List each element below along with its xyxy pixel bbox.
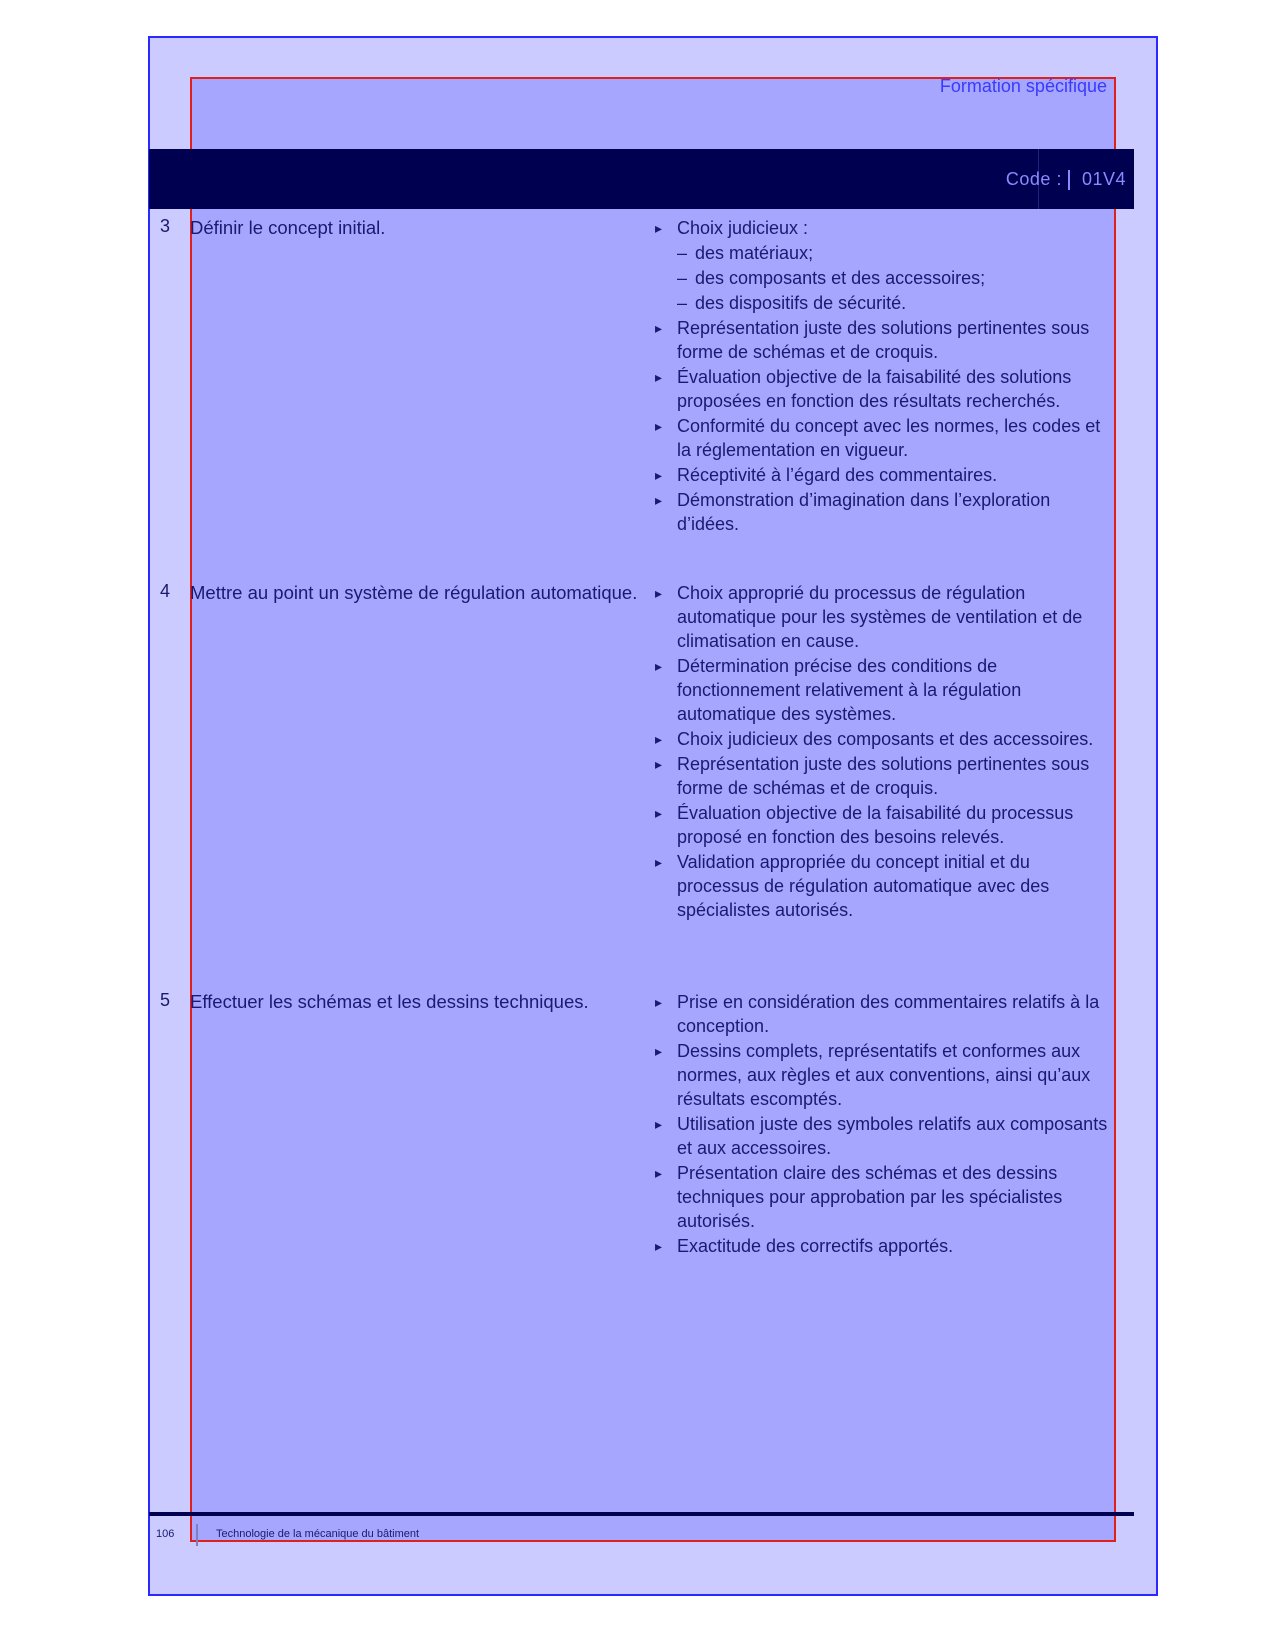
criterion-item: ▸ Évaluation objective de la faisabilité des solutions proposées en fonction des résultats recherchés. <box>655 367 1072 411</box>
criterion-item: ▸ Choix approprié du processus de régulation automatique pour les systèmes de ventilation et de climatisation en cause. <box>655 583 1083 651</box>
dash-icon: – <box>677 293 688 313</box>
bullet-icon: ▸ <box>655 994 663 1010</box>
row-title: Effectuer les schémas et les dessins techniques. <box>190 991 589 1012</box>
bullet-icon: ▸ <box>655 220 663 236</box>
bullet-icon: ▸ <box>655 756 663 772</box>
criterion-item: ▸ Évaluation objective de la faisabilité du processus proposé en fonction des besoins relevés. <box>655 803 1074 847</box>
criterion-item: ▸ Démonstration d’imagination dans l’exploration d’idées. <box>655 490 1051 534</box>
bullet-icon: ▸ <box>655 805 663 821</box>
criterion-item: ▸ Exactitude des correctifs apportés. <box>655 1236 954 1256</box>
bullet-icon: ▸ <box>655 369 663 385</box>
code-separator <box>1068 170 1070 190</box>
bullet-icon: ▸ <box>655 854 663 870</box>
criterion-item: ▸ Présentation claire des schémas et des dessins techniques pour approbation par les spécialistes autorisés. <box>655 1163 1063 1231</box>
bullet-icon: ▸ <box>655 1116 663 1132</box>
criterion-item: ▸ Représentation juste des solutions pertinentes sous forme de schémas et de croquis. <box>655 318 1090 362</box>
dash-icon: – <box>677 268 688 288</box>
criteria-list <box>655 581 1115 923</box>
criterion-subitem: – des dispositifs de sécurité. <box>677 293 907 313</box>
bullet-icon: ▸ <box>655 731 663 747</box>
row-number: 5 <box>160 990 171 1010</box>
bullet-icon: ▸ <box>655 1238 663 1254</box>
criterion-item: ▸ Utilisation juste des symboles relatifs aux composants et aux accessoires. <box>655 1114 1108 1158</box>
bullet-icon: ▸ <box>655 1165 663 1181</box>
criterion-item: ▸ Prise en considération des commentaires relatifs à la conception. <box>655 992 1100 1036</box>
criterion-item: ▸ Réceptivité à l’égard des commentaires. <box>655 465 998 485</box>
criterion-item: ▸ Conformité du concept avec les normes, les codes et la réglementation en vigueur. <box>655 416 1101 460</box>
bullet-icon: ▸ <box>655 658 663 674</box>
criterion-item: ▸ Détermination précise des conditions de fonctionnement relativement à la régulation automatique des systèmes. <box>655 656 1022 724</box>
criteria-list <box>655 216 1115 537</box>
bullet-icon: ▸ <box>655 320 663 336</box>
criterion-item: ▸ Dessins complets, représentatifs et conformes aux normes, aux règles et aux conventions, ainsi qu’aux résultats escomptés. <box>655 1041 1091 1109</box>
section-label: Formation spécifique <box>939 76 1107 96</box>
bullet-icon: ▸ <box>655 418 663 434</box>
criterion-item: ▸ Choix judicieux : <box>655 218 809 238</box>
criterion-item: ▸ Validation appropriée du concept initial et du processus de régulation automatique avec des spécialistes autorisés. <box>655 852 1050 920</box>
criterion-item: ▸ Choix judicieux des composants et des accessoires. <box>655 729 1094 749</box>
bullet-icon: ▸ <box>655 467 663 483</box>
criterion-subitem: – des matériaux; <box>677 243 814 263</box>
footer-tick <box>196 1524 198 1546</box>
criterion-item: ▸ Représentation juste des solutions pertinentes sous forme de schémas et de croquis. <box>655 754 1090 798</box>
document-title: Technologie de la mécanique du bâtiment <box>216 1528 420 1540</box>
row-number: 4 <box>160 581 171 601</box>
bullet-icon: ▸ <box>655 1043 663 1059</box>
header-band <box>149 149 1134 209</box>
page-number: 106 <box>156 1528 175 1540</box>
criteria-list <box>655 990 1115 1259</box>
footer-rule <box>149 1512 1134 1516</box>
criterion-subitem: – des composants et des accessoires; <box>677 268 986 288</box>
row-title: Mettre au point un système de régulation automatique. <box>190 582 638 603</box>
code-value: 01V4 <box>1081 169 1126 189</box>
row-title: Définir le concept initial. <box>190 217 386 238</box>
code-block <box>1006 169 1126 190</box>
bullet-icon: ▸ <box>655 492 663 508</box>
row-number: 3 <box>160 216 171 236</box>
bullet-icon: ▸ <box>655 585 663 601</box>
code-label: Code : <box>1005 169 1062 189</box>
dash-icon: – <box>677 243 688 263</box>
